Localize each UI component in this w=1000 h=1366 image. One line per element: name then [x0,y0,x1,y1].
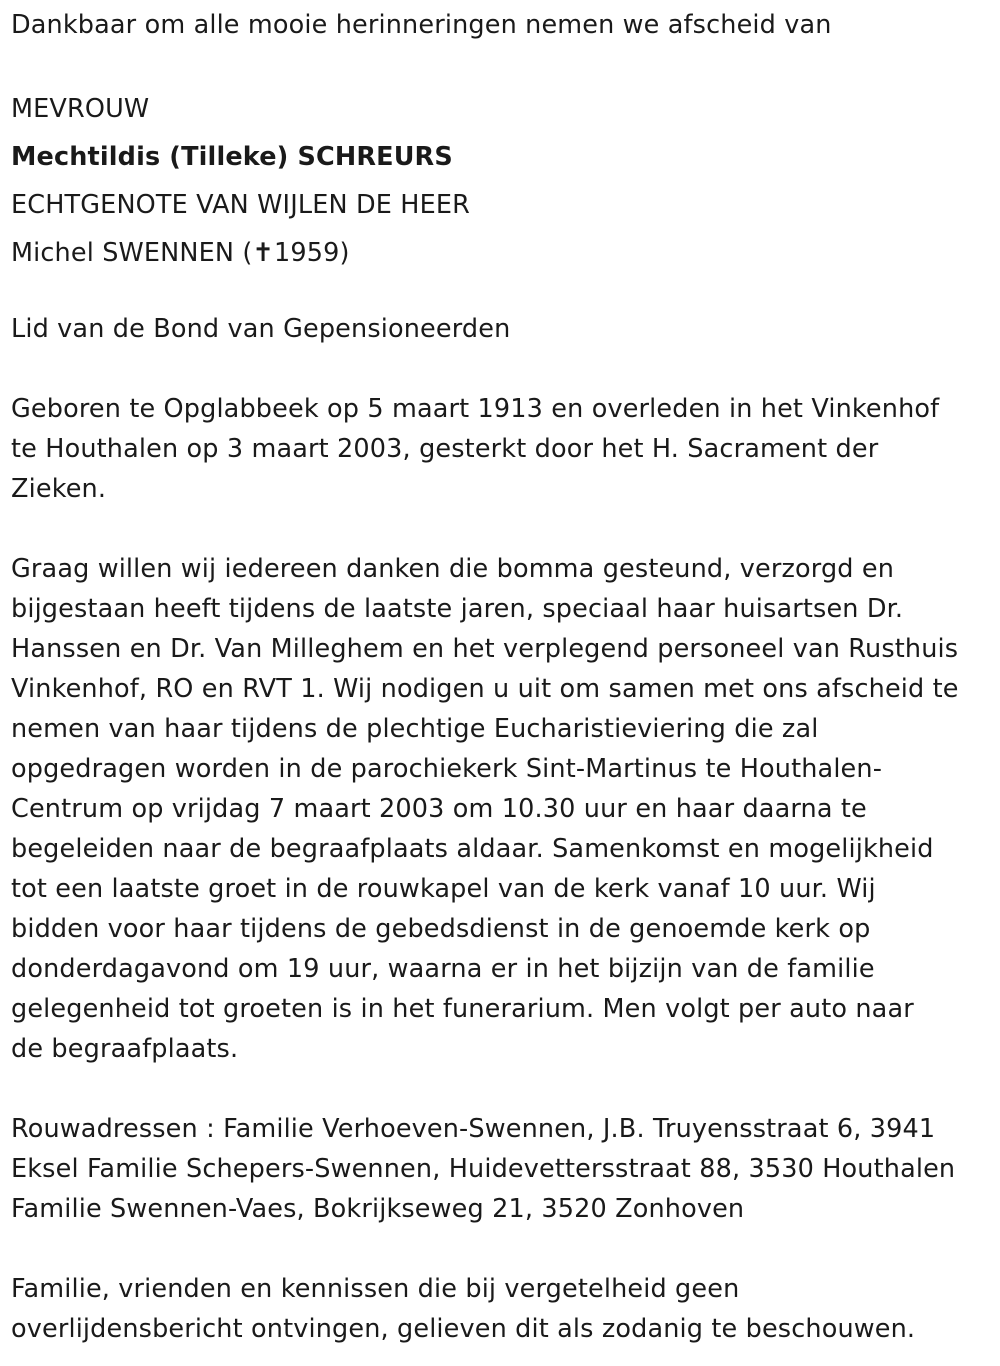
thanks-paragraph [11,549,991,1069]
paragraph-line: tot een laatste groet in de rouwkapel van de kerk vanaf 10 uur. Wij [11,874,876,904]
spacer [11,1229,991,1269]
deceased-name: Mechtildis (Tilleke) SCHREURS [11,142,453,172]
paragraph-line: Vinkenhof, RO en RVT 1. Wij nodigen u uit om samen met ons afscheid te [11,674,959,704]
spacer [11,1069,991,1109]
spacer [11,277,991,309]
deceased-relation: ECHTGENOTE VAN WIJLEN DE HEER [11,190,470,220]
paragraph-line: Geboren te Opglabbeek op 5 maart 1913 en overleden in het Vinkenhof [11,394,940,424]
paragraph-line: te Houthalen op 3 maart 2003, gesterkt door het H. Sacrament der [11,434,879,464]
paragraph-line: begeleiden naar de begraafplaats aldaar. Samenkomst en mogelijkheid [11,834,934,864]
paragraph-line: bijgestaan heeft tijdens de laatste jaren, speciaal haar huisartsen Dr. [11,594,904,624]
deceased-title: MEVROUW [11,94,150,124]
address-line: Eksel Familie Schepers-Swennen, Huidevettersstraat 88, 3530 Houthalen [11,1154,956,1184]
spouse-name: Michel SWENNEN (✝1959) [11,238,350,268]
paragraph-line: donderdagavond om 19 uur, waarna er in het bijzijn van de familie [11,954,875,984]
paragraph-line: nemen van haar tijdens de plechtige Eucharistieviering die zal [11,714,819,744]
spacer [11,509,991,549]
obituary-document [11,0,991,1349]
paragraph-line: Graag willen wij iedereen danken die bomma gesteund, verzorgd en [11,554,895,584]
spacer [11,349,991,389]
paragraph-line: opgedragen worden in de parochiekerk Sint-Martinus te Houthalen- [11,754,883,784]
address-line: Rouwadressen : Familie Verhoeven-Swennen, J.B. Truyensstraat 6, 3941 [11,1114,936,1144]
closing-paragraph [11,1269,991,1349]
paragraph-line: Familie, vrienden en kennissen die bij vergetelheid geen [11,1274,740,1304]
membership-text: Lid van de Bond van Gepensioneerden [11,314,511,344]
deceased-block [11,85,991,277]
paragraph-line: Hanssen en Dr. Van Milleghem en het verplegend personeel van Rusthuis [11,634,959,664]
address-line: Familie Swennen-Vaes, Bokrijkseweg 21, 3520 Zonhoven [11,1194,745,1224]
addresses-paragraph [11,1109,991,1229]
spacer [11,45,991,85]
birth-death-paragraph [11,389,991,509]
paragraph-line: bidden voor haar tijdens de gebedsdienst in de genoemde kerk op [11,914,871,944]
paragraph-line: de begraafplaats. [11,1034,239,1064]
paragraph-line: overlijdensbericht ontvingen, gelieven dit als zodanig te beschouwen. [11,1314,916,1344]
paragraph-line: Centrum op vrijdag 7 maart 2003 om 10.30 uur en haar daarna te [11,794,867,824]
paragraph-line: Zieken. [11,474,107,504]
intro-text: Dankbaar om alle mooie herinneringen nemen we afscheid van [11,10,832,40]
paragraph-line: gelegenheid tot groeten is in het funerarium. Men volgt per auto naar [11,994,914,1024]
